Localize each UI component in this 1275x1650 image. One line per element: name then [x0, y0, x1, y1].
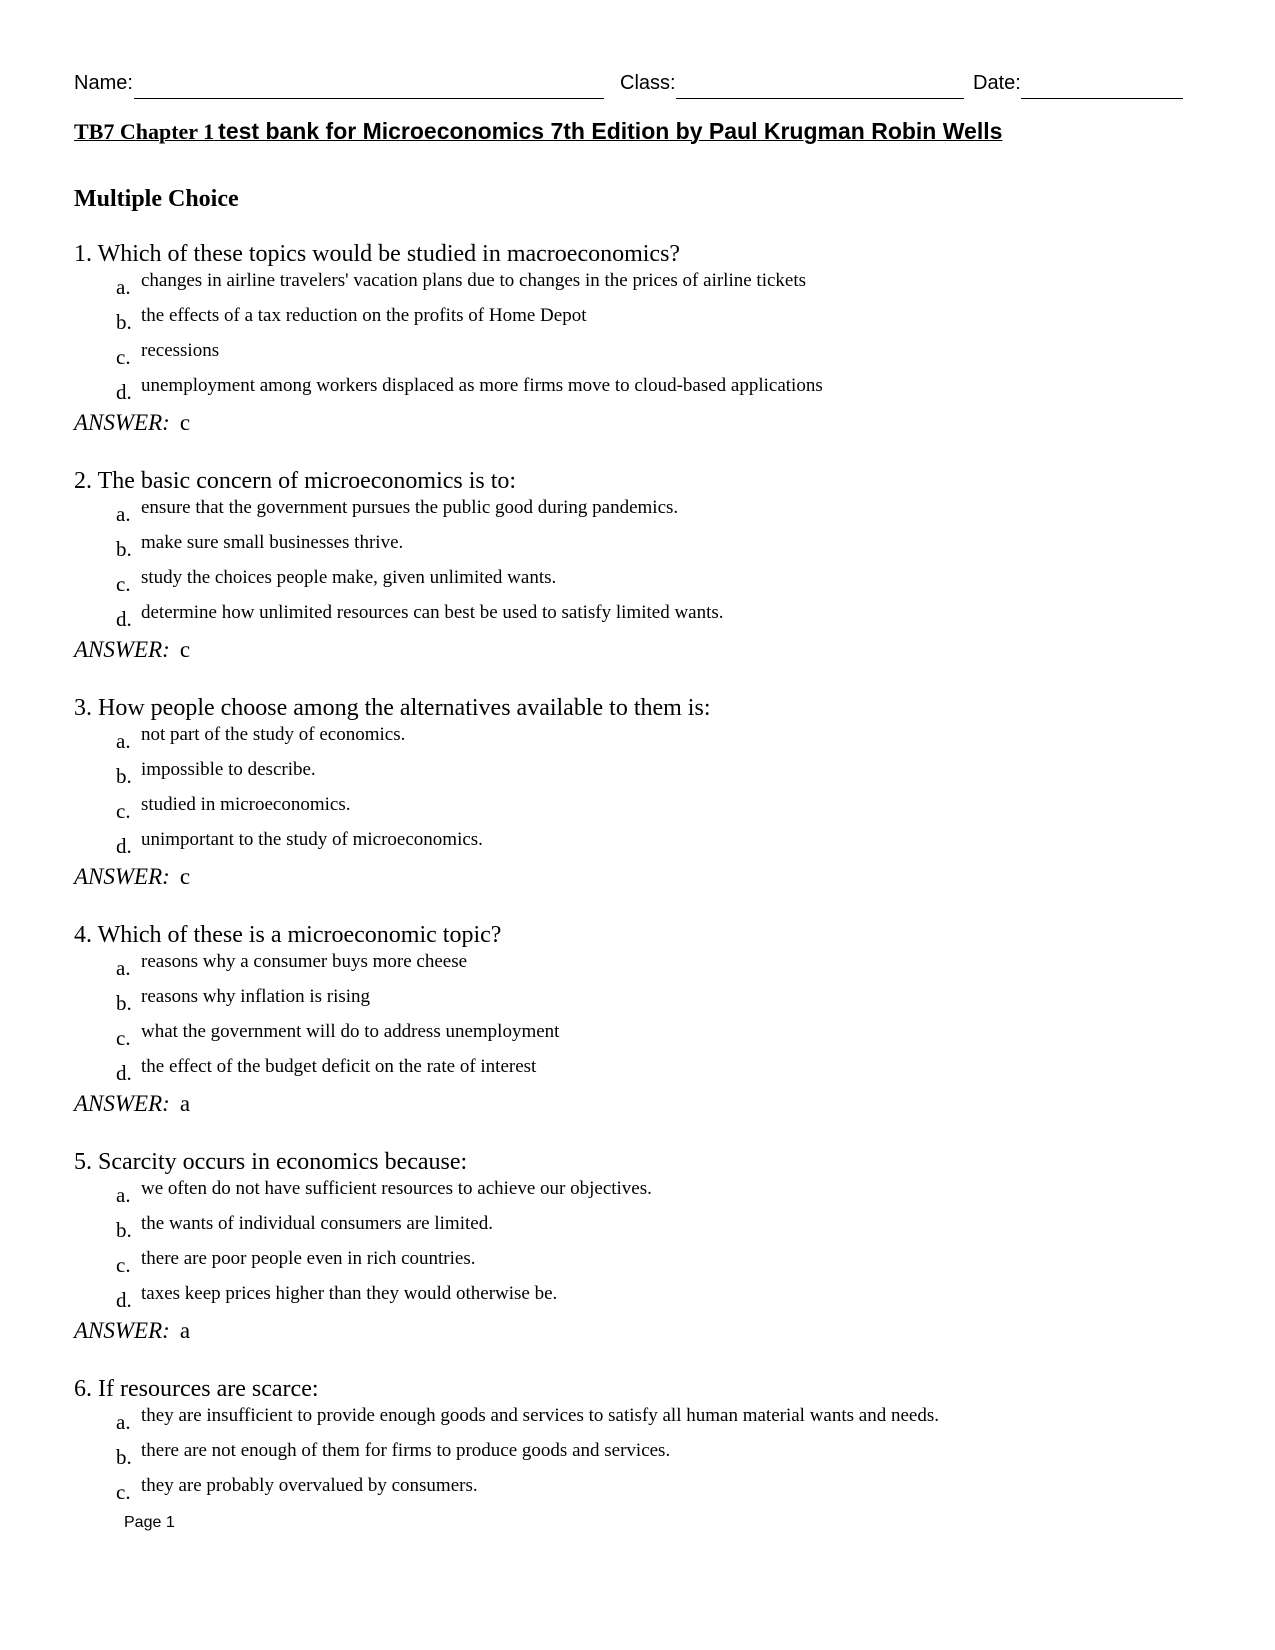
- question-stem: 5. Scarcity occurs in economics because:: [74, 1149, 468, 1175]
- option-d: [74, 373, 1204, 408]
- option-b: [74, 1438, 1204, 1473]
- option-letter: a.: [116, 1183, 131, 1207]
- option-a: [74, 495, 1204, 530]
- option-text: there are not enough of them for firms to produce goods and services.: [141, 1440, 671, 1461]
- option-c: [74, 338, 1204, 373]
- option-letter: d.: [116, 607, 132, 631]
- option-text: reasons why a consumer buys more cheese: [141, 951, 468, 972]
- option-text: reasons why inflation is rising: [141, 986, 371, 1007]
- answer-value: c: [179, 410, 191, 435]
- question-stem: 2. The basic concern of microeconomics is to:: [74, 468, 517, 494]
- document-title: [74, 118, 1214, 145]
- option-letter: d.: [116, 380, 132, 404]
- option-text: recessions: [141, 340, 220, 361]
- option-text: taxes keep prices higher than they would otherwise be.: [141, 1283, 558, 1304]
- option-text: not part of the study of economics.: [141, 724, 406, 745]
- option-letter: b.: [116, 991, 132, 1015]
- option-a: [74, 1176, 1204, 1211]
- option-text: study the choices people make, given unlimited wants.: [141, 567, 557, 588]
- section-heading: Multiple Choice: [74, 186, 239, 212]
- question-stem: 6. If resources are scarce:: [74, 1376, 319, 1402]
- option-a: [74, 722, 1204, 757]
- question-2: [74, 467, 1204, 671]
- answer-value: c: [179, 637, 191, 662]
- question-3: [74, 694, 1204, 898]
- page-number: Page 1: [124, 1514, 175, 1531]
- option-text: the wants of individual consumers are limited.: [141, 1213, 493, 1234]
- option-text: what the government will do to address unemployment: [141, 1021, 560, 1042]
- class-blank: [676, 98, 964, 99]
- option-letter: c.: [116, 1253, 131, 1277]
- question-5: [74, 1148, 1204, 1352]
- option-letter: a.: [116, 729, 131, 753]
- question-stem: 3. How people choose among the alternatives available to them is:: [74, 695, 711, 721]
- date-blank: [1021, 98, 1183, 99]
- option-d: [74, 1054, 1204, 1089]
- option-text: they are insufficient to provide enough goods and services to satisfy all human material wants and needs.: [141, 1405, 939, 1426]
- answer-label: ANSWER:: [74, 1091, 170, 1116]
- option-b: [74, 1211, 1204, 1246]
- option-letter: a.: [116, 502, 131, 526]
- option-c: [74, 1019, 1204, 1054]
- option-b: [74, 530, 1204, 565]
- option-text: the effect of the budget deficit on the rate of interest: [141, 1056, 537, 1077]
- option-a: [74, 949, 1204, 984]
- answer-line: [74, 637, 1204, 671]
- question-stem: 1. Which of these topics would be studied in macroeconomics?: [74, 241, 681, 267]
- option-letter: d.: [116, 1061, 132, 1085]
- option-d: [74, 827, 1204, 862]
- option-b: [74, 303, 1204, 338]
- answer-label: ANSWER:: [74, 1318, 170, 1343]
- answer-value: c: [179, 864, 191, 889]
- option-text: unemployment among workers displaced as more firms move to cloud-based applications: [141, 375, 823, 396]
- name-label: Name:: [74, 72, 133, 94]
- answer-value: a: [179, 1318, 191, 1343]
- option-letter: b.: [116, 1218, 132, 1242]
- answer-line: [74, 864, 1204, 898]
- option-a: [74, 1403, 1204, 1438]
- option-text: they are probably overvalued by consumers.: [141, 1475, 478, 1496]
- class-label: Class:: [620, 72, 676, 94]
- answer-label: ANSWER:: [74, 410, 170, 435]
- option-letter: c.: [116, 345, 131, 369]
- option-text: impossible to describe.: [141, 759, 316, 780]
- option-letter: d.: [116, 1288, 132, 1312]
- option-letter: b.: [116, 1445, 132, 1469]
- option-c: [74, 792, 1204, 827]
- title-prefix: TB7 Chapter 1: [74, 119, 215, 144]
- option-c: [74, 1246, 1204, 1281]
- option-letter: b.: [116, 537, 132, 561]
- option-letter: a.: [116, 1410, 131, 1434]
- question-4: [74, 921, 1204, 1125]
- option-letter: c.: [116, 799, 131, 823]
- name-blank: [134, 98, 604, 99]
- option-letter: b.: [116, 764, 132, 788]
- option-text: there are poor people even in rich countries.: [141, 1248, 476, 1269]
- answer-line: [74, 1318, 1204, 1352]
- option-text: ensure that the government pursues the public good during pandemics.: [141, 497, 679, 518]
- option-text: determine how unlimited resources can best be used to satisfy limited wants.: [141, 602, 724, 623]
- option-text: unimportant to the study of microeconomics.: [141, 829, 483, 850]
- option-letter: a.: [116, 275, 131, 299]
- title-main: test bank for Microeconomics 7th Edition by Paul Krugman Robin Wells: [218, 118, 1003, 144]
- option-d: [74, 1281, 1204, 1316]
- option-text: changes in airline travelers' vacation plans due to changes in the prices of airline tickets: [141, 270, 807, 291]
- question-6: [74, 1375, 1204, 1508]
- option-a: [74, 268, 1204, 303]
- option-text: make sure small businesses thrive.: [141, 532, 404, 553]
- option-c: [74, 1473, 1204, 1508]
- option-text: the effects of a tax reduction on the profits of Home Depot: [141, 305, 587, 326]
- date-label: Date:: [973, 72, 1021, 94]
- question-stem: 4. Which of these is a microeconomic topic?: [74, 922, 502, 948]
- student-info-header: [74, 72, 1202, 102]
- option-c: [74, 565, 1204, 600]
- option-letter: b.: [116, 310, 132, 334]
- answer-label: ANSWER:: [74, 637, 170, 662]
- option-letter: a.: [116, 956, 131, 980]
- option-letter: c.: [116, 1480, 131, 1504]
- question-1: [74, 240, 1204, 444]
- answer-line: [74, 410, 1204, 444]
- option-text: studied in microeconomics.: [141, 794, 351, 815]
- answer-label: ANSWER:: [74, 864, 170, 889]
- option-d: [74, 600, 1204, 635]
- option-b: [74, 984, 1204, 1019]
- answer-line: [74, 1091, 1204, 1125]
- answer-value: a: [179, 1091, 191, 1116]
- option-text: we often do not have sufficient resources to achieve our objectives.: [141, 1178, 652, 1199]
- option-letter: c.: [116, 1026, 131, 1050]
- option-b: [74, 757, 1204, 792]
- option-letter: d.: [116, 834, 132, 858]
- option-letter: c.: [116, 572, 131, 596]
